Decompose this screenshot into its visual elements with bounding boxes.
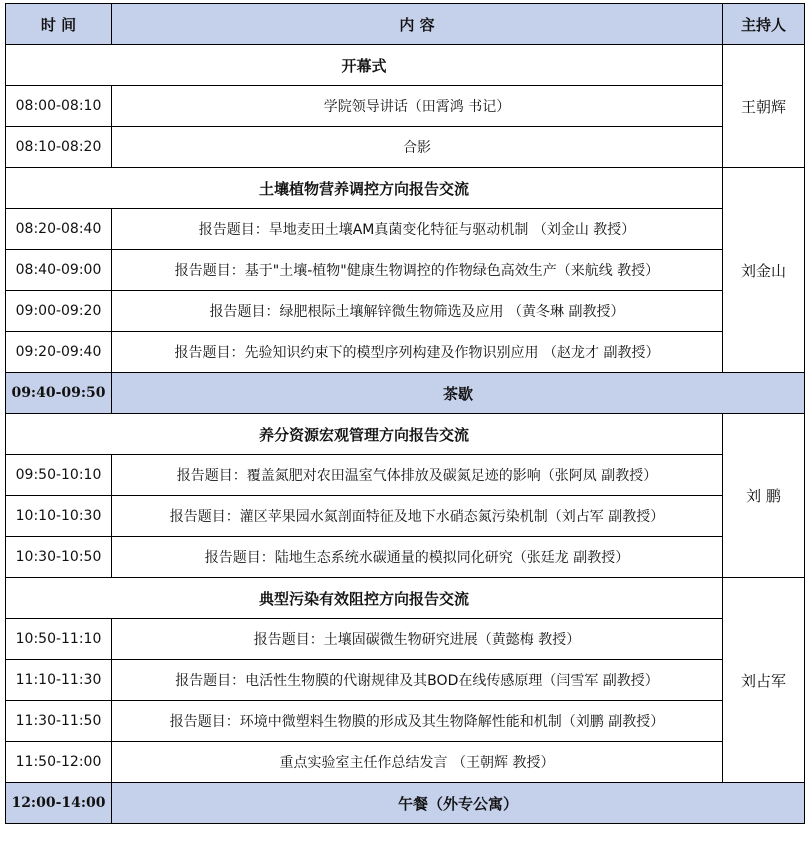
tea-break-time: 09:40-09:50 [6,373,112,414]
table-row [6,701,805,742]
row-time: 10:30-10:50 [6,537,112,578]
header-time: 时 间 [6,4,112,45]
section-soil-plant-nutrition [6,168,805,209]
section-title-3: 典型污染有效阻控方向报告交流 [6,578,723,619]
table-row [6,660,805,701]
lunch-row [6,783,805,824]
row-content: 学院领导讲话（田霄鸿 书记） [112,86,723,127]
section-title-opening: 开幕式 [6,45,723,86]
row-time: 10:10-10:30 [6,496,112,537]
section-pollution-control [6,578,805,619]
table-row [6,209,805,250]
lunch-time: 12:00-14:00 [6,783,112,824]
section-title-1: 土壤植物营养调控方向报告交流 [6,168,723,209]
row-content: 报告题目：先验知识约束下的模型序列构建及作物识别应用 （赵龙才 副教授） [112,332,723,373]
row-time: 08:40-09:00 [6,250,112,291]
row-time: 11:10-11:30 [6,660,112,701]
section-opening [6,45,805,86]
host-opening: 王朝辉 [723,45,805,168]
row-time: 09:50-10:10 [6,455,112,496]
host-session-1: 刘金山 [723,168,805,373]
table-row [6,455,805,496]
host-session-3: 刘占军 [723,578,805,783]
host-session-2: 刘 鹏 [723,414,805,578]
row-time: 08:00-08:10 [6,86,112,127]
row-content: 合影 [112,127,723,168]
row-time: 08:20-08:40 [6,209,112,250]
row-content: 报告题目：灌区苹果园水氮剖面特征及地下水硝态氮污染机制（刘占军 副教授） [112,496,723,537]
row-content: 报告题目：基于"土壤-植物"健康生物调控的作物绿色高效生产（来航线 教授） [112,250,723,291]
header-content: 内 容 [112,4,723,45]
header-host: 主持人 [723,4,805,45]
table-row [6,86,805,127]
row-time: 09:00-09:20 [6,291,112,332]
table-row [6,742,805,783]
row-time: 10:50-11:10 [6,619,112,660]
section-title-2: 养分资源宏观管理方向报告交流 [6,414,723,455]
table-row [6,537,805,578]
row-time: 11:50-12:00 [6,742,112,783]
lunch-title: 午餐（外专公寓） [112,783,805,824]
section-nutrient-management [6,414,805,455]
agenda-table [5,3,805,824]
table-row [6,291,805,332]
header-row [6,4,805,45]
table-row [6,332,805,373]
row-time: 08:10-08:20 [6,127,112,168]
row-content: 重点实验室主任作总结发言 （王朝辉 教授） [112,742,723,783]
table-row [6,496,805,537]
row-content: 报告题目：环境中微塑料生物膜的形成及其生物降解性能和机制（刘鹏 副教授） [112,701,723,742]
table-row [6,127,805,168]
row-content: 报告题目：陆地生态系统水碳通量的模拟同化研究（张廷龙 副教授） [112,537,723,578]
tea-break-title: 茶歇 [112,373,805,414]
row-content: 报告题目：电活性生物膜的代谢规律及其BOD在线传感原理（闫雪军 副教授） [112,660,723,701]
table-row [6,619,805,660]
table-row [6,250,805,291]
row-time: 09:20-09:40 [6,332,112,373]
row-content: 报告题目：绿肥根际土壤解锌微生物筛选及应用 （黄冬琳 副教授） [112,291,723,332]
row-time: 11:30-11:50 [6,701,112,742]
row-content: 报告题目：旱地麦田土壤AM真菌变化特征与驱动机制 （刘金山 教授） [112,209,723,250]
row-content: 报告题目：覆盖氮肥对农田温室气体排放及碳氮足迹的影响（张阿凤 副教授） [112,455,723,496]
tea-break-row [6,373,805,414]
row-content: 报告题目：土壤固碳微生物研究进展（黄懿梅 教授） [112,619,723,660]
